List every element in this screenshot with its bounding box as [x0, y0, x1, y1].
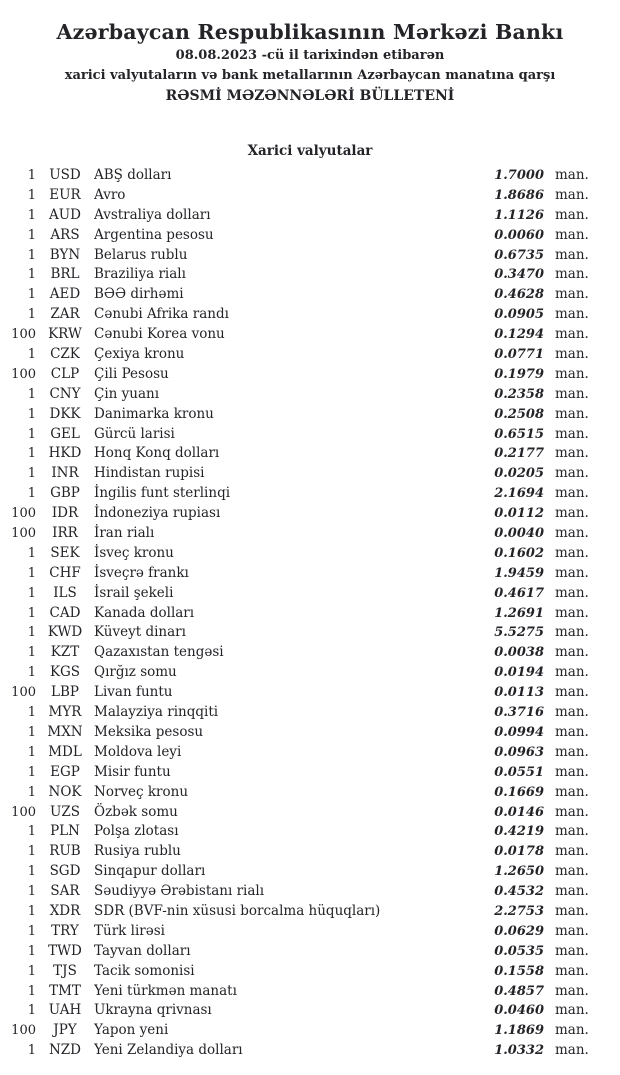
unit-cell: man.	[555, 863, 589, 880]
currency-code-cell: CZK	[50, 346, 80, 363]
rate-row	[0, 982, 620, 1002]
unit-cell: man.	[555, 505, 589, 522]
currency-name-cell: Avro	[94, 186, 126, 203]
currency-code-cell: GEL	[50, 425, 80, 442]
currency-code-cell: UZS	[49, 803, 80, 820]
currency-code-cell: MYR	[48, 704, 82, 721]
quantity-cell: 1	[27, 585, 36, 601]
rate-row	[0, 305, 620, 325]
rate-value-cell: 1.2650	[494, 864, 544, 880]
rate-row	[0, 604, 620, 624]
rate-value-cell: 0.0551	[494, 764, 544, 780]
currency-code-cell: KWD	[47, 624, 83, 641]
currency-name-cell: Argentina pesosu	[94, 226, 214, 243]
rate-row	[0, 365, 620, 385]
rate-value-cell: 1.9459	[494, 565, 544, 581]
currency-name-cell: Danimarka kronu	[94, 405, 214, 422]
unit-cell: man.	[555, 823, 589, 840]
currency-name-cell: Yapon yeni	[94, 1022, 169, 1039]
currency-code-cell: GBP	[50, 485, 80, 502]
unit-cell: man.	[555, 485, 589, 502]
unit-cell: man.	[555, 982, 589, 999]
rate-value-cell: 0.6515	[494, 426, 544, 442]
currency-name-cell: Tayvan dolları	[94, 942, 191, 959]
currency-code-cell: NOK	[48, 783, 82, 800]
unit-cell: man.	[555, 206, 589, 223]
currency-name-cell: SDR (BVF-nin xüsusi borcalma hüquqları)	[94, 902, 381, 919]
unit-cell: man.	[555, 405, 589, 422]
quantity-cell: 100	[11, 526, 36, 542]
rate-row	[0, 544, 620, 564]
quantity-cell: 1	[27, 784, 36, 800]
rate-value-cell: 0.6735	[494, 247, 544, 263]
currency-name-cell: Gürcü larisi	[94, 425, 175, 442]
quantity-cell: 1	[27, 287, 36, 303]
rate-value-cell: 0.4617	[494, 585, 544, 601]
rate-value-cell: 0.2508	[494, 406, 544, 422]
quantity-cell: 1	[27, 923, 36, 939]
currency-name-cell: Braziliya rialı	[94, 266, 186, 283]
quantity-cell: 100	[11, 1023, 36, 1039]
unit-cell: man.	[555, 365, 589, 382]
rate-row	[0, 743, 620, 763]
rate-row	[0, 226, 620, 246]
unit-cell: man.	[555, 266, 589, 283]
currency-code-cell: CLP	[50, 365, 80, 382]
rate-value-cell: 0.2177	[494, 446, 544, 462]
currency-code-cell: IDR	[51, 505, 79, 522]
unit-cell: man.	[555, 604, 589, 621]
rate-value-cell: 0.0194	[494, 665, 544, 681]
currency-code-cell: KGS	[49, 664, 81, 681]
rate-row	[0, 882, 620, 902]
rate-row	[0, 186, 620, 206]
currency-code-cell: AED	[49, 286, 81, 303]
rate-value-cell: 1.7000	[494, 168, 544, 183]
currency-code-cell: RUB	[49, 843, 81, 860]
rate-value-cell: 0.0905	[494, 307, 544, 323]
unit-cell: man.	[555, 465, 589, 482]
rate-row	[0, 822, 620, 842]
bulletin-title: RƏSMİ MƏZƏNNƏLƏRİ BÜLLETENİ	[165, 88, 455, 104]
quantity-cell: 1	[27, 724, 36, 740]
currency-code-cell: NZD	[48, 1042, 82, 1059]
currency-code-cell: SGD	[49, 863, 81, 880]
rate-row	[0, 564, 620, 584]
quantity-cell: 100	[11, 804, 36, 820]
unit-cell: man.	[555, 306, 589, 323]
currency-name-cell: Honq Konq dolları	[94, 445, 220, 462]
rate-value-cell: 5.5275	[494, 625, 544, 641]
quantity-cell: 1	[27, 267, 36, 283]
currency-name-cell: Sinqapur dolları	[94, 863, 206, 880]
rate-row	[0, 942, 620, 962]
rate-row	[0, 683, 620, 703]
unit-cell: man.	[555, 883, 589, 900]
quantity-cell: 1	[27, 565, 36, 581]
unit-cell: man.	[555, 525, 589, 542]
rate-value-cell: 0.0178	[494, 844, 544, 860]
quantity-cell: 1	[27, 963, 36, 979]
currency-name-cell: Belarus rublu	[94, 246, 188, 263]
currency-name-cell: Rusiya rublu	[94, 843, 181, 860]
currency-code-cell: XDR	[49, 902, 81, 919]
rate-row	[0, 206, 620, 226]
quantity-cell: 1	[27, 466, 36, 482]
rate-row	[0, 246, 620, 266]
currency-name-cell: İngilis funt sterlinqi	[94, 485, 231, 502]
currency-name-cell: Cənubi Korea vonu	[94, 326, 225, 343]
quantity-cell: 1	[27, 406, 36, 422]
quantity-cell: 1	[27, 486, 36, 502]
currency-code-cell: CHF	[49, 564, 81, 581]
currency-name-cell: Ukrayna qrivnası	[94, 1002, 212, 1019]
unit-cell: man.	[555, 1042, 589, 1059]
currency-name-cell: Polşa zlotası	[94, 823, 179, 840]
rate-value-cell: 0.0629	[494, 923, 544, 939]
unit-cell: man.	[555, 763, 589, 780]
unit-cell: man.	[555, 723, 589, 740]
quantity-cell: 1	[27, 247, 36, 263]
bank-title: Azərbaycan Respublikasının Mərkəzi Bankı	[56, 20, 564, 44]
rate-row	[0, 902, 620, 922]
rate-row	[0, 345, 620, 365]
rate-row	[0, 504, 620, 524]
unit-cell: man.	[555, 584, 589, 601]
unit-cell: man.	[555, 942, 589, 959]
rate-value-cell: 0.1294	[494, 327, 544, 343]
quantity-cell: 1	[27, 903, 36, 919]
currency-code-cell: CAD	[49, 604, 81, 621]
currency-code-cell: ARS	[50, 226, 80, 243]
unit-cell: man.	[555, 346, 589, 363]
currency-code-cell: ILS	[53, 584, 77, 601]
section-title-foreign-currencies: Xarici valyutalar	[247, 143, 373, 159]
quantity-cell: 100	[11, 327, 36, 343]
currency-name-cell: Malayziya rinqqiti	[94, 704, 219, 721]
currency-code-cell: JPY	[53, 1022, 77, 1039]
unit-cell: man.	[555, 962, 589, 979]
unit-cell: man.	[555, 783, 589, 800]
currency-name-cell: Küveyt dinarı	[94, 624, 186, 641]
document-header	[0, 19, 620, 107]
quantity-cell: 1	[27, 207, 36, 223]
rate-row	[0, 285, 620, 305]
subtitle-line: xarici valyutaların və bank metallarının Azərbaycan manatına qarşı	[64, 68, 556, 83]
currency-name-cell: Moldova leyi	[94, 743, 182, 760]
currency-code-cell: MXN	[47, 723, 83, 740]
unit-cell: man.	[555, 226, 589, 243]
rate-row	[0, 803, 620, 823]
rate-value-cell: 0.1979	[494, 366, 544, 382]
currency-name-cell: İndoneziya rupiası	[94, 505, 221, 522]
unit-cell: man.	[555, 624, 589, 641]
rate-row	[0, 166, 620, 186]
rate-value-cell: 0.1558	[494, 963, 544, 979]
currency-name-cell: Qazaxıstan tengəsi	[94, 644, 224, 661]
currency-name-cell: Özbək somu	[94, 803, 178, 820]
currency-name-cell: Meksika pesosu	[94, 723, 204, 740]
quantity-cell: 1	[27, 943, 36, 959]
currency-name-cell: Yeni Zelandiya dolları	[94, 1042, 243, 1059]
quantity-cell: 100	[11, 506, 36, 522]
currency-name-cell: İsveç kronu	[94, 544, 174, 561]
currency-code-cell: SAR	[50, 883, 80, 900]
quantity-cell: 1	[27, 884, 36, 900]
rate-value-cell: 0.0963	[494, 744, 544, 760]
currency-name-cell: Çili Pesosu	[94, 365, 169, 382]
currency-name-cell: Norveç kronu	[94, 783, 189, 800]
rate-row	[0, 643, 620, 663]
rate-row	[0, 325, 620, 345]
unit-cell: man.	[555, 326, 589, 343]
unit-cell: man.	[555, 684, 589, 701]
rate-row	[0, 623, 620, 643]
quantity-cell: 1	[27, 227, 36, 243]
currency-code-cell: UAH	[48, 1002, 82, 1019]
quantity-cell: 1	[27, 545, 36, 561]
effective-date-line: 08.08.2023 -cü il tarixindən etibarən	[175, 48, 445, 63]
quantity-cell: 1	[27, 764, 36, 780]
currency-code-cell: INR	[51, 465, 79, 482]
rate-row	[0, 405, 620, 425]
quantity-cell: 1	[27, 1003, 36, 1019]
currency-code-cell: PLN	[50, 823, 80, 840]
currency-name-cell: BƏƏ dirhəmi	[94, 286, 184, 303]
quantity-cell: 1	[27, 386, 36, 402]
rate-value-cell: 0.0146	[494, 804, 544, 820]
currency-name-cell: Misir funtu	[94, 763, 171, 780]
unit-cell: man.	[555, 385, 589, 402]
currency-name-cell: İsrail şekeli	[94, 584, 174, 601]
quantity-cell: 100	[11, 685, 36, 701]
quantity-cell: 1	[27, 824, 36, 840]
quantity-cell: 1	[27, 705, 36, 721]
currency-code-cell: KRW	[48, 326, 82, 343]
rate-value-cell: 0.0060	[494, 227, 544, 243]
rate-value-cell: 0.0112	[494, 506, 544, 522]
rate-value-cell: 0.3716	[494, 705, 544, 721]
currency-name-cell: ABŞ dolları	[94, 167, 172, 183]
currency-name-cell: Qırğız somu	[94, 664, 177, 681]
unit-cell: man.	[555, 1022, 589, 1039]
currency-code-cell: TRY	[51, 922, 79, 939]
rate-row	[0, 962, 620, 982]
rate-row	[0, 922, 620, 942]
quantity-cell: 1	[27, 168, 36, 183]
rate-value-cell: 1.8686	[494, 187, 544, 203]
currency-code-cell: TWD	[48, 942, 82, 959]
quantity-cell: 1	[27, 187, 36, 203]
unit-cell: man.	[555, 445, 589, 462]
unit-cell: man.	[555, 803, 589, 820]
rate-row	[0, 1041, 620, 1061]
quantity-cell: 1	[27, 605, 36, 621]
rate-value-cell: 0.1602	[494, 545, 544, 561]
currency-name-cell: Avstraliya dolları	[94, 206, 211, 223]
rate-value-cell: 0.0038	[494, 645, 544, 661]
currency-name-cell: Çin yuanı	[94, 385, 160, 402]
unit-cell: man.	[555, 186, 589, 203]
quantity-cell: 1	[27, 645, 36, 661]
quantity-cell: 1	[27, 983, 36, 999]
rate-value-cell: 2.1694	[494, 486, 544, 502]
unit-cell: man.	[555, 922, 589, 939]
rate-row	[0, 842, 620, 862]
currency-code-cell: KZT	[50, 644, 80, 661]
unit-cell: man.	[555, 704, 589, 721]
currency-code-cell: EGP	[50, 763, 80, 780]
currency-name-cell: Cənubi Afrika randı	[94, 306, 229, 323]
quantity-cell: 1	[27, 426, 36, 442]
currency-code-cell: MDL	[48, 743, 82, 760]
rate-row	[0, 385, 620, 405]
rate-row	[0, 862, 620, 882]
rate-value-cell: 0.0771	[494, 347, 544, 363]
quantity-cell: 1	[27, 1043, 36, 1059]
currency-code-cell: LBP	[51, 684, 79, 701]
currency-code-cell: TJS	[53, 962, 77, 979]
rate-value-cell: 1.1869	[494, 1023, 544, 1039]
rate-value-cell: 0.3470	[494, 267, 544, 283]
rate-value-cell: 0.4532	[494, 884, 544, 900]
unit-cell: man.	[555, 664, 589, 681]
rate-value-cell: 0.0205	[494, 466, 544, 482]
rate-value-cell: 1.1126	[494, 207, 544, 223]
currency-code-cell: HKD	[48, 445, 82, 462]
quantity-cell: 1	[27, 625, 36, 641]
currency-code-cell: IRR	[52, 525, 78, 542]
unit-cell: man.	[555, 743, 589, 760]
currency-code-cell: CNY	[49, 385, 81, 402]
quantity-cell: 1	[27, 307, 36, 323]
unit-cell: man.	[555, 902, 589, 919]
rate-value-cell: 1.0332	[494, 1043, 544, 1059]
rate-value-cell: 0.4857	[494, 983, 544, 999]
currency-name-cell: Kanada dolları	[94, 604, 195, 621]
currency-code-cell: TMT	[49, 982, 81, 999]
quantity-cell: 1	[27, 744, 36, 760]
rate-row	[0, 1021, 620, 1041]
rate-row	[0, 1001, 620, 1021]
currency-name-cell: Hindistan rupisi	[94, 465, 205, 482]
unit-cell: man.	[555, 425, 589, 442]
rate-row	[0, 265, 620, 285]
unit-cell: man.	[555, 1002, 589, 1019]
currency-code-cell: AUD	[49, 206, 81, 223]
unit-cell: man.	[555, 246, 589, 263]
rate-row	[0, 723, 620, 743]
currency-name-cell: Türk lirəsi	[94, 922, 165, 939]
rate-row	[0, 663, 620, 683]
currency-code-cell: EUR	[49, 186, 81, 203]
rate-row	[0, 584, 620, 604]
rate-value-cell: 0.0040	[494, 526, 544, 542]
currency-code-cell: BRL	[50, 266, 80, 283]
rate-value-cell: 0.2358	[494, 386, 544, 402]
rate-value-cell: 0.0113	[494, 685, 544, 701]
unit-cell: man.	[555, 167, 589, 183]
currency-code-cell: DKK	[49, 405, 81, 422]
rate-value-cell: 2.2753	[494, 903, 544, 919]
unit-cell: man.	[555, 286, 589, 303]
currency-code-cell: USD	[49, 167, 81, 183]
currency-code-cell: SEK	[50, 544, 80, 561]
currency-name-cell: Tacik somonisi	[94, 962, 195, 979]
rate-value-cell: 1.2691	[494, 605, 544, 621]
currency-name-cell: Yeni türkmən manatı	[94, 982, 237, 999]
rate-value-cell: 0.4628	[494, 287, 544, 303]
unit-cell: man.	[555, 843, 589, 860]
currency-name-cell: Livan funtu	[94, 684, 173, 701]
currency-name-cell: Çexiya kronu	[94, 346, 185, 363]
rate-row	[0, 444, 620, 464]
unit-cell: man.	[555, 644, 589, 661]
rate-row	[0, 763, 620, 783]
quantity-cell: 1	[27, 844, 36, 860]
rate-value-cell: 0.0460	[494, 1003, 544, 1019]
rates-table	[0, 166, 620, 1061]
rate-row	[0, 524, 620, 544]
unit-cell: man.	[555, 564, 589, 581]
rate-row	[0, 703, 620, 723]
quantity-cell: 1	[27, 347, 36, 363]
rate-value-cell: 0.0994	[494, 724, 544, 740]
rate-row	[0, 484, 620, 504]
rate-row	[0, 783, 620, 803]
unit-cell: man.	[555, 544, 589, 561]
quantity-cell: 1	[27, 665, 36, 681]
currency-code-cell: ZAR	[50, 306, 80, 323]
rate-value-cell: 0.1669	[494, 784, 544, 800]
quantity-cell: 1	[27, 446, 36, 462]
rate-row	[0, 464, 620, 484]
currency-name-cell: İsveçrə frankı	[94, 564, 189, 581]
currency-code-cell: BYN	[49, 246, 81, 263]
quantity-cell: 100	[11, 366, 36, 382]
rate-row	[0, 425, 620, 445]
quantity-cell: 1	[27, 864, 36, 880]
currency-name-cell: İran rialı	[94, 525, 155, 542]
rate-value-cell: 0.0535	[494, 943, 544, 959]
currency-name-cell: Səudiyyə Ərəbistanı rialı	[94, 883, 265, 900]
rate-value-cell: 0.4219	[494, 824, 544, 840]
